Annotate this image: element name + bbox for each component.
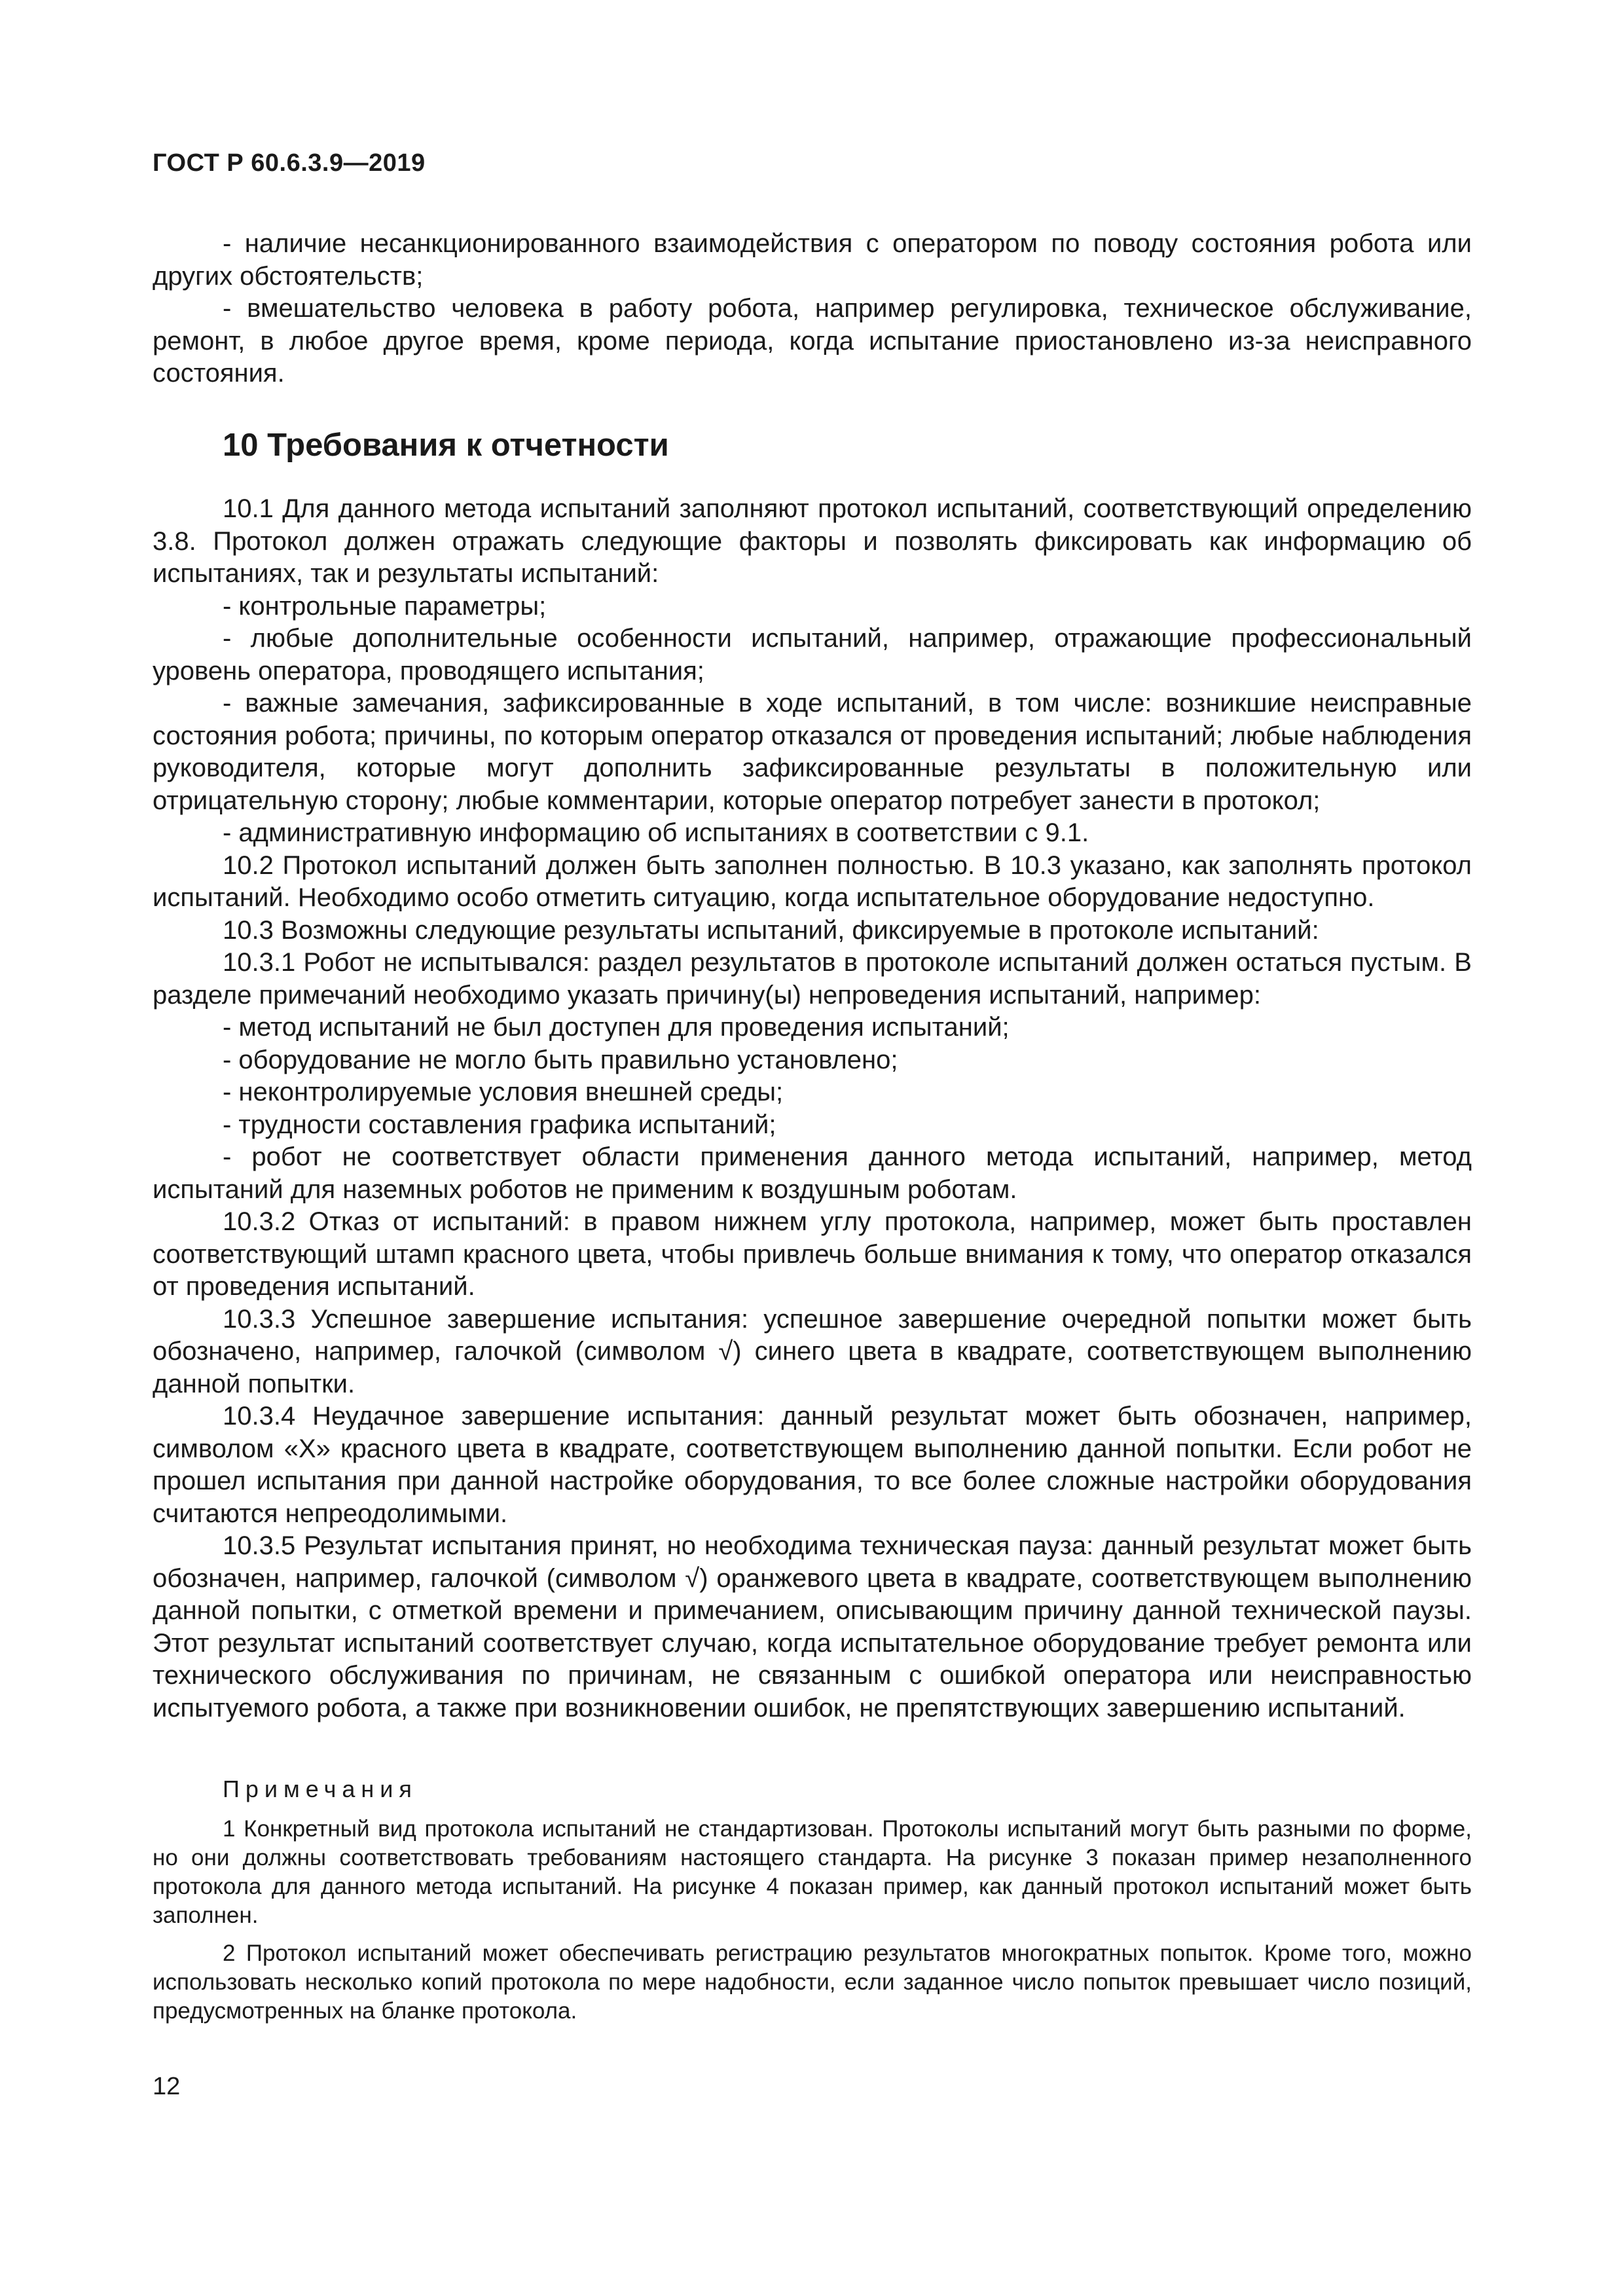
list-item: - метод испытаний не был доступен для проведения испытаний; (223, 1013, 1010, 1042)
list-item: - контрольные параметры; (223, 591, 547, 621)
paragraph: 10.3.4 Неудачное завершение испытания: данный результат может быть обозначен, например, символом «X» красного цвета в квадрате, соответствующем выполнению данной попытки. Если робот не прошел испытания при данной настройке оборудования, то все более сложные настройки оборудования считаются непреодолимыми. (153, 1402, 1472, 1528)
list-item: - трудности составления графика испытаний; (223, 1110, 776, 1139)
list-item: - наличие несанкционированного взаимодействия с оператором по поводу состояния робота или других обстоятельств; (153, 229, 1472, 291)
paragraph: 10.3.3 Успешное завершение испытания: успешное завершение очередной попытки может быть обозначено, например, галочкой (символом √) синего цвета в квадрате, соответствующем выполнению данной попытки. (153, 1304, 1472, 1398)
list-item: - административную информацию об испытаниях в соответствии с 9.1. (223, 818, 1089, 847)
list-item: - любые дополнительные особенности испытаний, например, отражающие профессиональный уровень оператора, проводящего испытания; (153, 624, 1472, 685)
page-number: 12 (153, 2073, 181, 2100)
list-item: - робот не соответствует области применения данного метода испытаний, например, метод испытаний для наземных роботов не применим к воздушным роботам. (153, 1142, 1472, 1204)
paragraph: 10.1 Для данного метода испытаний заполняют протокол испытаний, соответствующий определению 3.8. Протокол должен отражать следующие факторы и позволять фиксировать как информацию об испытаниях, так и результаты испытаний: (153, 494, 1472, 588)
document-header: ГОСТ Р 60.6.3.9—2019 (153, 149, 426, 177)
list-item: - оборудование не могло быть правильно установлено; (223, 1045, 898, 1074)
list-item: - неконтролируемые условия внешней среды; (223, 1078, 784, 1106)
paragraph: 10.3.5 Результат испытания принят, но необходима техническая пауза: данный результат может быть обозначен, например, галочкой (символом √) оранжевого цвета в квадрате, соответствующем выполнению данной попытки, с отметкой времени и примечанием, описывающим причину данной технической паузы. Этот результат испытаний соответствует случаю, когда испытательное оборудование требует ремонта или технического обслуживания по причинам, не связанным с ошибкой оператора или неисправностью испытуемого робота, а также при возникновении ошибок, не препятствующих завершению испытаний. (153, 1531, 1472, 1722)
note-item: 1 Конкретный вид протокола испытаний не стандартизован. Протоколы испытаний могут быть разными по форме, но они должны соответствовать требованиям настоящего стандарта. На рисунке 3 показан пример незаполненного протокола для данного метода испытаний. На рисунке 4 показан пример, как данный протокол испытаний может быть заполнен. (153, 1816, 1472, 1928)
section-title: 10 Требования к отчетности (223, 428, 669, 463)
paragraph: 10.2 Протокол испытаний должен быть заполнен полностью. В 10.3 указано, как заполнять протокол испытаний. Необходимо особо отметить ситуацию, когда испытательное оборудование недоступно. (153, 850, 1472, 912)
list-item: - вмешательство человека в работу робота, например регулировка, техническое обслуживание, ремонт, в любое другое время, кроме периода, когда испытание приостановлено из-за неисправного состояния. (153, 294, 1472, 388)
note-item: 2 Протокол испытаний может обеспечивать регистрацию результатов многократных попыток. Кроме того, можно использовать несколько копий протокола по мере надобности, если заданное число попыток превышает число позиций, предусмотренных на бланке протокола. (153, 1941, 1472, 2024)
section-body (153, 493, 1472, 1724)
paragraph: 10.3 Возможны следующие результаты испытаний, фиксируемые в протоколе испытаний: (223, 915, 1319, 945)
list-item: - важные замечания, зафиксированные в ходе испытаний, в том числе: возникшие неисправные состояния робота; причины, по которым оператор отказался от проведения испытаний; любые наблюдения руководителя, которые могут дополнить зафиксированные результаты в положительную или отрицательную сторону; любые комментарии, которые оператор потребует занести в протокол; (153, 689, 1472, 815)
intro-list (153, 228, 1472, 390)
notes-label: Примечания (223, 1776, 418, 1802)
paragraph: 10.3.1 Робот не испытывался: раздел результатов в протоколе испытаний должен остаться пустым. В разделе примечаний необходимо указать причину(ы) непроведения испытаний, например: (153, 948, 1472, 1010)
notes-block (153, 1815, 1472, 2026)
paragraph: 10.3.2 Отказ от испытаний: в правом нижнем углу протокола, например, может быть проставлен соответствующий штамп красного цвета, чтобы привлечь больше внимания к тому, что оператор отказался от проведения испытаний. (153, 1207, 1472, 1301)
